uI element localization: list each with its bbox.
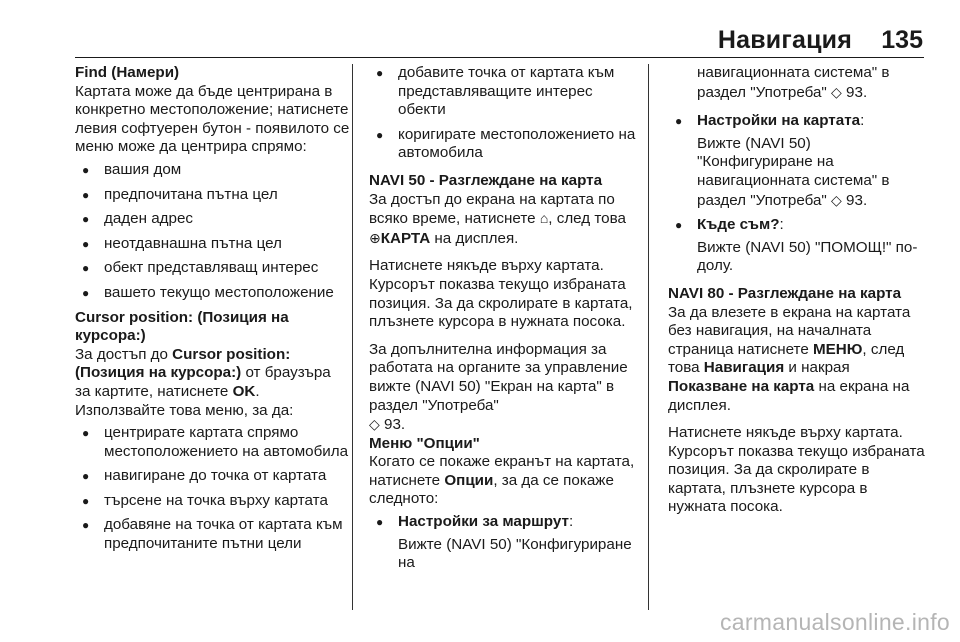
column-divider-2	[648, 64, 649, 610]
options-list-cont	[668, 112, 928, 276]
list-item: ● вашето текущо местоположение	[75, 284, 350, 303]
navi80-text: За да влезете в екрана на картата без навигация, на началната страница натиснете МЕНЮ, след това Навигация и накрая Показване на карта на екрана на дисплея.	[668, 303, 911, 414]
cursor-text: За достъп до Cursor position: (Позиция на курсора:) от браузъра за картите, натиснете OK.	[75, 345, 331, 400]
page-ref-icon: ◇	[831, 83, 842, 100]
list-item: ● даден адрес	[75, 210, 350, 229]
list-item: ● навигиране до точка от картата	[75, 467, 350, 486]
where-sub: Вижте (NAVI 50) "ПОМОЩ!" по-долу.	[697, 238, 918, 275]
find-text: Картата може да бъде центрирана в конкретно местоположение; натиснете левия софтуерен бутон - появилото се меню може да центрира спрямо:	[75, 82, 350, 156]
list-item: ● центрирате картата спрямо местоположението на автомобила	[75, 424, 350, 461]
list-item: ● Настройки на картата: Вижте (NAVI 50) "Конфигуриране на навигационната система" в раздел "Употреба" ◇ 93.	[668, 112, 928, 210]
map-settings-sub: Вижте (NAVI 50) "Конфигуриране на навигационната система" в раздел "Употреба" ◇ 93.	[697, 134, 890, 209]
cont-list	[369, 64, 637, 163]
watermark: carmanualsonline.info	[719, 609, 950, 635]
column-2	[369, 64, 637, 579]
navi50-heading: NAVI 50 - Разглеждане на карта	[369, 171, 603, 189]
list-item: ● Настройки за маршрут: Вижте (NAVI 50) "Конфигуриране на	[369, 513, 637, 573]
options-heading: Меню "Опции"	[369, 434, 480, 452]
cursor-heading: Cursor position: (Позиция на курсора:)	[75, 308, 289, 345]
find-heading: Find (Намери)	[75, 64, 180, 81]
column-3	[668, 64, 928, 517]
chapter-title: Навигация	[717, 26, 852, 54]
list-item: ● добавяне на точка от картата към предпочитаните пътни цели	[75, 516, 350, 553]
page-ref-icon: ◇	[369, 416, 380, 433]
list-item: ● обект представляващ интерес	[75, 259, 350, 278]
route-sub-cont: навигационната система" в раздел "Употреба" ◇ 93.	[697, 64, 890, 101]
column-divider-1	[352, 64, 353, 610]
map-icon: ⊕	[369, 229, 381, 246]
route-settings-sub: Вижте (NAVI 50) "Конфигуриране на	[398, 535, 632, 572]
cursor-list	[75, 424, 350, 554]
navi50-text: За достъп до екрана на картата по всяко време, натиснете ⌂, след това ⊕КАРТА на дисплея.	[369, 190, 626, 247]
home-icon: ⌂	[539, 210, 549, 227]
options-list	[369, 513, 637, 573]
navi50-p2: Натиснете някъде върху картата. Курсорът показва текущо избраната позиция. За да скролирате в картата, плъзнете курсора в нужната посока.	[369, 257, 633, 331]
list-item: ● предпочитана пътна цел	[75, 186, 350, 205]
list-item: ● неотдавнашна пътна цел	[75, 235, 350, 254]
list-item: ● Къде съм?: Вижте (NAVI 50) "ПОМОЩ!" по-долу.	[668, 216, 928, 276]
navi80-p2: Натиснете някъде върху картата. Курсорът показва текущо избраната позиция. За да скролирате в картата, плъзнете курсора в нужната посока.	[668, 424, 925, 516]
page-ref-icon: ◇	[831, 191, 842, 208]
navi50-p3: За допълнителна информация за работата на органите за управление вижте (NAVI 50) "Екран на карта" в раздел "Употреба" ◇ 93.	[369, 340, 628, 434]
list-item: ● вашия дом	[75, 161, 350, 180]
header-rule	[75, 57, 924, 58]
list-item: ● търсене на точка върху картата	[75, 492, 350, 511]
list-item: ● добавите точка от картата към представляващите интерес обекти	[369, 64, 637, 120]
find-list	[75, 161, 350, 303]
options-text: Когато се покаже екранът на картата, натиснете Опции, за да се покаже следното:	[369, 453, 635, 508]
cursor-use: Използвайте това меню, за да:	[75, 401, 294, 419]
navi80-heading: NAVI 80 - Разглеждане на карта	[668, 284, 902, 302]
page-header	[0, 0, 960, 56]
list-item: ● коригирате местоположението на автомобила	[369, 126, 637, 163]
column-1	[75, 64, 350, 560]
page-number: 135	[881, 26, 923, 54]
